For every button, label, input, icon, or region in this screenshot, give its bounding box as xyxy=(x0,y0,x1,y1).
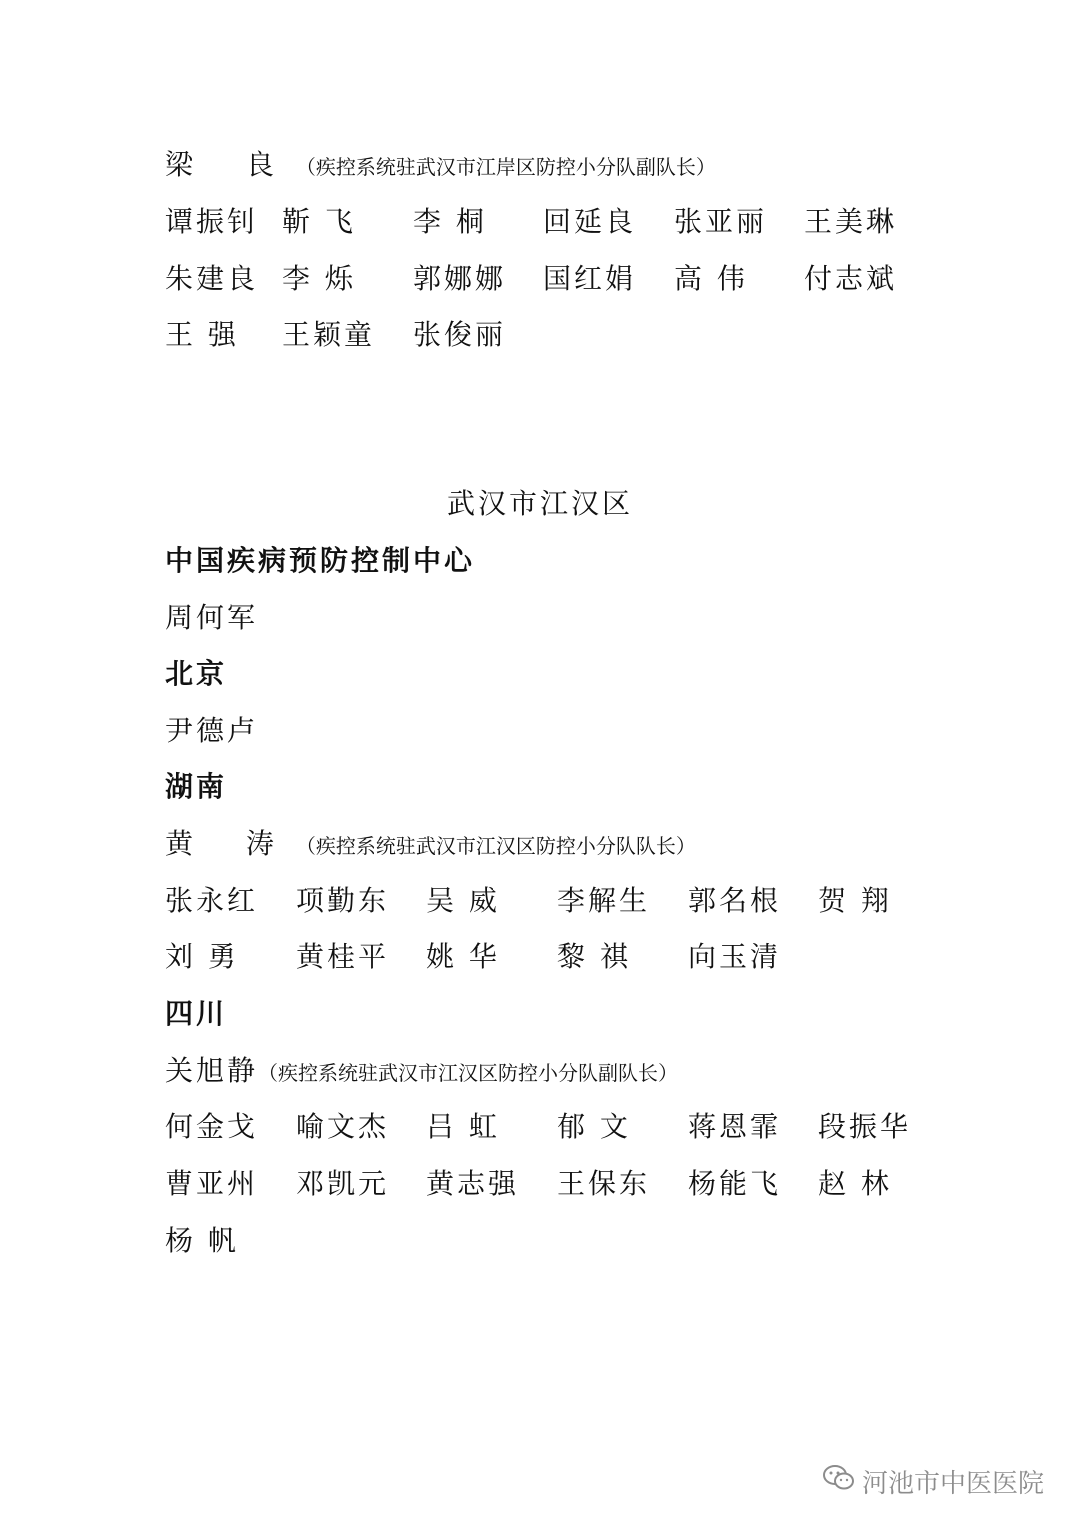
member-name: 何金戈 xyxy=(165,1110,259,1143)
member-name: 黄桂平 xyxy=(296,940,390,973)
member-name: 段振华 xyxy=(818,1110,912,1143)
leader-name: 梁 良 xyxy=(165,148,296,181)
member-name: 杨能飞 xyxy=(688,1167,782,1200)
leader-name: 关旭静 xyxy=(165,1054,259,1087)
leader-line-sichuan xyxy=(165,1049,678,1089)
member-name: 郁 文 xyxy=(557,1110,631,1143)
leader-line-jiangan xyxy=(165,143,716,183)
member-name: 尹德卢 xyxy=(165,714,259,747)
member-name: 曹亚州 xyxy=(165,1167,259,1200)
member-name: 张亚丽 xyxy=(674,205,768,238)
member-name: 喻文杰 xyxy=(296,1110,390,1143)
leader-role-note: （疾控系统驻武汉市江岸区防控小分队副队长） xyxy=(295,155,716,179)
member-name: 王美琳 xyxy=(804,205,898,238)
member-name: 邓凯元 xyxy=(296,1167,390,1200)
member-name: 李 烁 xyxy=(282,262,356,295)
member-name: 高 伟 xyxy=(674,262,748,295)
member-name: 杨 帆 xyxy=(165,1224,239,1257)
member-name: 郭名根 xyxy=(688,884,782,917)
member-name: 李解生 xyxy=(557,884,651,917)
watermark xyxy=(822,1465,1044,1497)
member-name: 张永红 xyxy=(165,884,259,917)
member-name: 刘 勇 xyxy=(165,940,239,973)
leader-name: 黄 涛 xyxy=(165,827,296,860)
member-name: 付志斌 xyxy=(804,262,898,295)
member-name: 贺 翔 xyxy=(818,884,892,917)
member-name: 谭振钊 xyxy=(165,205,259,238)
section-title: 武汉市江汉区 xyxy=(446,487,633,520)
member-name: 张俊丽 xyxy=(413,318,507,351)
watermark-text: 河池市中医医院 xyxy=(862,1468,1045,1499)
member-name: 朱建良 xyxy=(165,262,259,295)
member-name: 黄志强 xyxy=(426,1167,520,1200)
org-heading: 中国疾病预防控制中心 xyxy=(165,544,476,577)
member-name: 姚 华 xyxy=(426,940,500,973)
member-name: 周何军 xyxy=(165,601,259,634)
wechat-icon xyxy=(822,1464,862,1499)
member-name: 黎 祺 xyxy=(557,940,631,973)
member-name: 郭娜娜 xyxy=(413,262,507,295)
region-heading: 四川 xyxy=(165,997,228,1030)
member-name: 蒋恩霏 xyxy=(688,1110,782,1143)
leader-role-note: （疾控系统驻武汉市江汉区防控小分队副队长） xyxy=(258,1061,679,1085)
member-name: 国红娟 xyxy=(543,262,637,295)
member-name: 项勤东 xyxy=(296,884,390,917)
member-name: 王保东 xyxy=(557,1167,651,1200)
region-heading: 湖南 xyxy=(165,770,228,803)
member-name: 靳 飞 xyxy=(282,205,356,238)
member-name: 吴 威 xyxy=(426,884,500,917)
member-name: 吕 虹 xyxy=(426,1110,500,1143)
member-name: 赵 林 xyxy=(818,1167,892,1200)
member-name: 王 强 xyxy=(165,318,239,351)
member-name: 李 桐 xyxy=(413,205,487,238)
member-name: 向玉清 xyxy=(688,940,782,973)
region-heading: 北京 xyxy=(165,657,228,690)
member-name: 回延良 xyxy=(543,205,637,238)
member-name: 王颖童 xyxy=(282,318,376,351)
leader-role-note: （疾控系统驻武汉市江汉区防控小分队队长） xyxy=(295,834,696,858)
leader-line-hunan xyxy=(165,822,696,862)
